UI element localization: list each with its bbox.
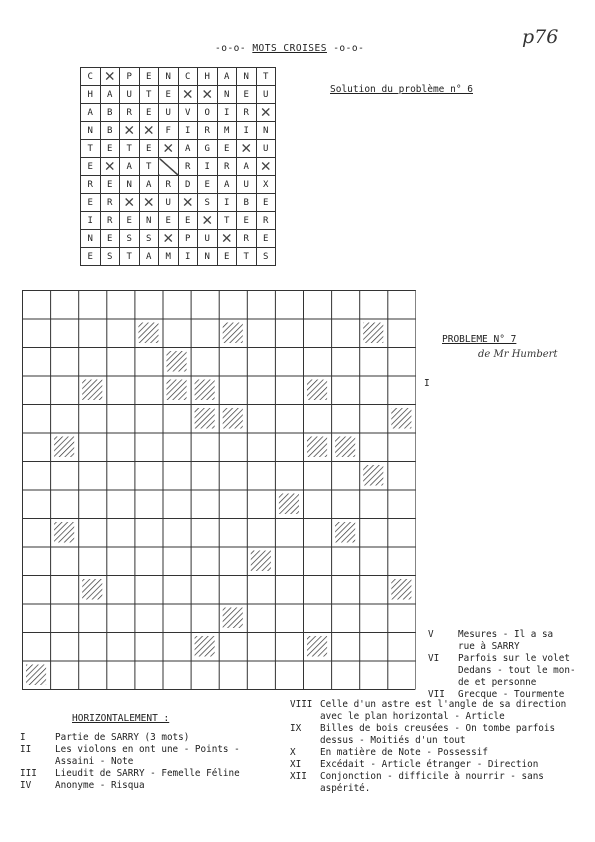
black-cell	[167, 351, 187, 372]
definition-row	[428, 677, 593, 689]
black-cell	[307, 437, 327, 458]
definition-row	[290, 699, 590, 711]
solution-cell: E	[139, 104, 159, 122]
solution-row	[81, 104, 276, 122]
solution-cell: I	[237, 122, 257, 140]
solution-cell: I	[217, 194, 237, 212]
solution-cell: A	[217, 176, 237, 194]
solution-cell: T	[256, 68, 276, 86]
solution-cell: N	[198, 248, 218, 266]
solution-row	[81, 86, 276, 104]
solution-cell: B	[100, 122, 120, 140]
solution-cell: O	[198, 104, 218, 122]
definition-number	[290, 783, 320, 795]
title-prefix: -o-o-	[215, 43, 253, 54]
solution-cell: S	[100, 248, 120, 266]
definition-number: VIII	[290, 699, 313, 710]
solution-cell: R	[159, 176, 179, 194]
problem-title: PROBLEME N° 7	[442, 334, 517, 345]
definition-row	[20, 756, 290, 768]
solution-cell: R	[256, 212, 276, 230]
solution-row	[81, 248, 276, 266]
solution-cell: P	[120, 68, 140, 86]
solution-cell: G	[198, 140, 218, 158]
horizontal-heading: HORIZONTALEMENT :	[72, 713, 170, 724]
solution-cell: U	[256, 86, 276, 104]
blocked-cell	[139, 194, 159, 212]
blocked-cell	[198, 86, 218, 104]
definition-row	[290, 747, 590, 759]
solution-cell: R	[120, 104, 140, 122]
solution-cell: R	[178, 158, 198, 176]
definition-row	[20, 768, 290, 780]
solution-cell: T	[237, 248, 257, 266]
definition-row	[290, 759, 590, 771]
solution-cell: A	[81, 104, 101, 122]
definition-row	[20, 732, 290, 744]
solution-cell: E	[178, 212, 198, 230]
black-cell	[54, 437, 74, 458]
black-cell	[335, 522, 355, 543]
solution-cell: U	[120, 86, 140, 104]
blocked-cell	[198, 212, 218, 230]
solution-row	[81, 194, 276, 212]
definition-text: Celle d'un astre est l'angle de sa direction	[320, 699, 567, 710]
crossword-grid	[22, 290, 416, 690]
black-cell	[391, 408, 411, 429]
solution-cell: U	[159, 104, 179, 122]
solution-cell: E	[237, 212, 257, 230]
black-cell	[82, 380, 102, 401]
solution-cell: U	[159, 194, 179, 212]
definition-number: II	[20, 744, 32, 755]
solution-cell: E	[159, 86, 179, 104]
black-cell	[363, 465, 383, 486]
solution-cell: T	[120, 248, 140, 266]
right-definitions	[428, 629, 593, 701]
solution-cell: N	[81, 122, 101, 140]
solution-cell: H	[81, 86, 101, 104]
solution-cell: I	[217, 104, 237, 122]
definition-number: VII	[428, 689, 445, 700]
definition-number: III	[20, 768, 37, 779]
solution-cell: C	[178, 68, 198, 86]
solution-cell: E	[81, 158, 101, 176]
definition-text: Conjonction - difficile à nourrir - sans	[320, 771, 544, 782]
blocked-cell	[159, 140, 179, 158]
solution-cell: S	[256, 248, 276, 266]
title-main: MOTS CROISES	[252, 43, 327, 54]
definition-text: Partie de SARRY (3 mots)	[55, 732, 190, 743]
solution-cell: E	[100, 176, 120, 194]
solution-cell: A	[217, 68, 237, 86]
definition-text: Grecque - Tourmente	[458, 689, 565, 700]
definition-text: En matière de Note - Possessif	[320, 747, 488, 758]
solution-cell: E	[139, 140, 159, 158]
solution-cell: R	[198, 122, 218, 140]
solution-cell: T	[217, 212, 237, 230]
black-cell	[391, 579, 411, 600]
definition-text: Assaini - Note	[55, 756, 134, 767]
definition-number: X	[290, 747, 296, 758]
solution-grid	[80, 67, 276, 266]
solution-cell: A	[120, 158, 140, 176]
definition-text: Anonyme - Risqua	[55, 780, 145, 791]
solution-cell: A	[100, 86, 120, 104]
black-cell	[223, 408, 243, 429]
page-number: p76	[522, 26, 559, 48]
solution-cell: X	[256, 176, 276, 194]
blocked-cell	[159, 158, 179, 176]
solution-cell: E	[120, 212, 140, 230]
solution-cell: M	[217, 122, 237, 140]
solution-cell: R	[81, 176, 101, 194]
solution-row	[81, 212, 276, 230]
definition-number: VI	[428, 653, 440, 664]
solution-cell: T	[120, 140, 140, 158]
black-cell	[279, 494, 299, 515]
solution-row	[81, 140, 276, 158]
solution-cell: I	[198, 158, 218, 176]
definition-row	[428, 665, 593, 677]
definition-text: Excédait - Article étranger - Direction	[320, 759, 539, 770]
solution-cell: E	[217, 248, 237, 266]
blocked-cell	[100, 68, 120, 86]
definition-text: avec le plan horizontal - Article	[320, 711, 505, 722]
definition-row	[290, 735, 590, 747]
solution-cell: R	[217, 158, 237, 176]
definition-number: XII	[290, 771, 307, 782]
page-title	[215, 43, 364, 54]
solution-cell: E	[100, 230, 120, 248]
definition-number	[290, 711, 320, 723]
definition-number: IV	[20, 780, 32, 791]
definition-number: V	[428, 629, 434, 640]
blocked-cell	[237, 140, 257, 158]
definition-row	[290, 783, 590, 795]
solution-cell: N	[256, 122, 276, 140]
solution-cell: E	[256, 230, 276, 248]
solution-cell: E	[217, 140, 237, 158]
definition-row	[20, 780, 290, 792]
solution-cell: E	[100, 140, 120, 158]
solution-row	[81, 176, 276, 194]
solution-cell: M	[159, 248, 179, 266]
solution-row	[81, 68, 276, 86]
solution-cell: N	[217, 86, 237, 104]
definition-text: Dedans - tout le mon-	[458, 665, 576, 676]
definition-row	[290, 771, 590, 783]
solution-cell: T	[139, 158, 159, 176]
definition-number: IX	[290, 723, 302, 734]
blocked-cell	[159, 230, 179, 248]
solution-cell: I	[178, 122, 198, 140]
solution-cell: H	[198, 68, 218, 86]
definition-row	[290, 723, 590, 735]
definition-text: Lieudit de SARRY - Femelle Féline	[55, 768, 240, 779]
black-cell	[195, 380, 215, 401]
solution-cell: E	[256, 194, 276, 212]
solution-cell: E	[81, 248, 101, 266]
black-cell	[335, 437, 355, 458]
blocked-cell	[139, 122, 159, 140]
black-cell	[82, 579, 102, 600]
solution-cell: C	[81, 68, 101, 86]
solution-cell: S	[120, 230, 140, 248]
solution-title: Solution du problème n° 6	[330, 84, 473, 95]
blocked-cell	[178, 194, 198, 212]
definition-text: de et personne	[458, 677, 537, 688]
solution-cell: S	[139, 230, 159, 248]
definition-text: Mesures - Il a sa	[458, 629, 554, 640]
definition-text: Billes de bois creusées - On tombe parfois	[320, 723, 556, 734]
blocked-cell	[256, 104, 276, 122]
solution-cell: A	[139, 176, 159, 194]
definition-number	[20, 756, 55, 768]
solution-cell: E	[159, 212, 179, 230]
solution-cell: B	[237, 194, 257, 212]
solution-cell: S	[198, 194, 218, 212]
solution-cell: V	[178, 104, 198, 122]
black-cell	[363, 323, 383, 344]
solution-cell: N	[139, 212, 159, 230]
black-cell	[54, 522, 74, 543]
row-marker: I	[424, 378, 430, 389]
solution-cell: N	[81, 230, 101, 248]
blocked-cell	[100, 158, 120, 176]
definition-text: dessus - Moitiés d'un tout	[320, 735, 466, 746]
black-cell	[307, 380, 327, 401]
black-cell	[167, 380, 187, 401]
definition-number	[428, 665, 458, 677]
solution-cell: P	[178, 230, 198, 248]
blocked-cell	[256, 158, 276, 176]
definition-text: aspérité.	[320, 783, 371, 794]
black-cell	[251, 551, 271, 572]
solution-row	[81, 158, 276, 176]
definition-row	[428, 653, 593, 665]
definition-row	[428, 629, 593, 641]
title-suffix: -o-o-	[326, 43, 365, 54]
black-cell	[26, 665, 46, 686]
solution-cell: E	[139, 68, 159, 86]
black-cell	[195, 636, 215, 657]
solution-cell: T	[139, 86, 159, 104]
solution-cell: A	[178, 140, 198, 158]
blocked-cell	[178, 86, 198, 104]
solution-cell: E	[198, 176, 218, 194]
solution-cell: I	[81, 212, 101, 230]
definition-text: Parfois sur le volet	[458, 653, 570, 664]
solution-cell: N	[120, 176, 140, 194]
definition-row	[428, 641, 593, 653]
solution-row	[81, 122, 276, 140]
definition-row	[20, 744, 290, 756]
definition-number: I	[20, 732, 26, 743]
solution-cell: I	[178, 248, 198, 266]
solution-cell: U	[198, 230, 218, 248]
definition-text: rue à SARRY	[458, 641, 520, 652]
solution-cell: A	[237, 158, 257, 176]
solution-cell: F	[159, 122, 179, 140]
definition-number: XI	[290, 759, 302, 770]
blocked-cell	[120, 122, 140, 140]
black-cell	[223, 323, 243, 344]
solution-cell: B	[100, 104, 120, 122]
solution-cell: T	[81, 140, 101, 158]
black-cell	[307, 636, 327, 657]
solution-cell: R	[100, 194, 120, 212]
definition-text: Les violons en ont une - Points -	[55, 744, 240, 755]
solution-cell: U	[256, 140, 276, 158]
solution-cell: D	[178, 176, 198, 194]
solution-cell: N	[237, 68, 257, 86]
solution-cell: A	[139, 248, 159, 266]
blocked-cell	[217, 230, 237, 248]
solution-row	[81, 230, 276, 248]
solution-cell: E	[81, 194, 101, 212]
definition-number	[290, 735, 320, 747]
blocked-cell	[120, 194, 140, 212]
solution-cell: R	[237, 104, 257, 122]
definition-number	[428, 641, 458, 653]
solution-cell: E	[237, 86, 257, 104]
solution-cell: R	[100, 212, 120, 230]
solution-cell: N	[159, 68, 179, 86]
horizontal-definitions	[20, 732, 290, 792]
bottom-definitions	[290, 699, 590, 795]
black-cell	[195, 408, 215, 429]
problem-author: de Mr Humbert	[478, 349, 558, 360]
black-cell	[138, 323, 158, 344]
definition-number	[428, 677, 458, 689]
definition-row	[290, 711, 590, 723]
black-cell	[223, 608, 243, 629]
solution-cell: R	[237, 230, 257, 248]
solution-cell: U	[237, 176, 257, 194]
